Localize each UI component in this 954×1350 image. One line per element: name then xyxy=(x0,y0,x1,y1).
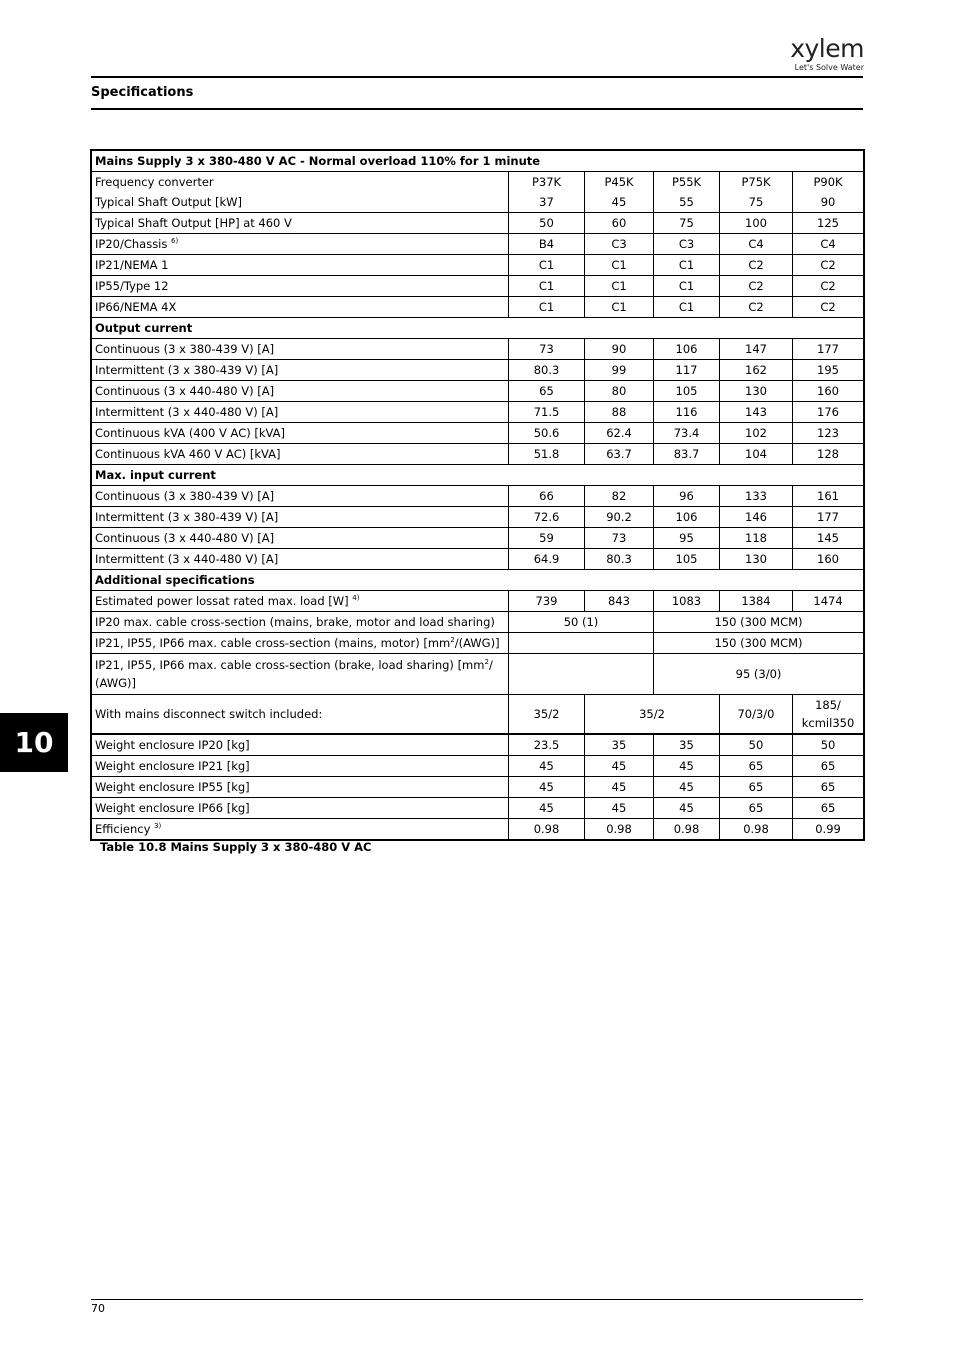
table-cell: 50 xyxy=(720,734,793,756)
table-row xyxy=(92,402,864,423)
table-row xyxy=(92,756,864,777)
table-cell: C1 xyxy=(585,297,654,318)
row-label xyxy=(92,654,509,695)
row-label-text: IP20/Chassis xyxy=(95,237,168,251)
table-cell: 739 xyxy=(509,591,585,612)
footnote-marker: 3) xyxy=(154,822,162,831)
table-cell: 177 xyxy=(793,507,864,528)
table-cell: 1384 xyxy=(720,591,793,612)
table-cell: C1 xyxy=(509,297,585,318)
table-row xyxy=(92,734,864,756)
table-cell: 90 xyxy=(793,192,864,213)
table-row xyxy=(92,444,864,465)
row-label xyxy=(92,234,509,255)
table-cell: 100 xyxy=(720,213,793,234)
table-row xyxy=(92,549,864,570)
row-label: Continuous kVA (400 V AC) [kVA] xyxy=(92,423,509,444)
table-cell: 1474 xyxy=(793,591,864,612)
table-cell: 162 xyxy=(720,360,793,381)
section-title: Specifications xyxy=(91,85,194,100)
table-cell: 105 xyxy=(654,381,720,402)
table-cell: 116 xyxy=(654,402,720,423)
section-row xyxy=(92,465,864,486)
row-label xyxy=(92,819,509,840)
table-row xyxy=(92,234,864,255)
section-heading: Max. input current xyxy=(92,465,864,486)
table-cell: 45 xyxy=(585,192,654,213)
table-cell: 45 xyxy=(585,756,654,777)
table-cell: 105 xyxy=(654,549,720,570)
row-label: IP55/Type 12 xyxy=(92,276,509,297)
table-cell: 62.4 xyxy=(585,423,654,444)
table-cell: 130 xyxy=(720,549,793,570)
table-cell: C4 xyxy=(720,234,793,255)
table-row xyxy=(92,172,864,193)
model-header: P45K xyxy=(585,172,654,193)
table-cell: 65 xyxy=(793,798,864,819)
table-row xyxy=(92,507,864,528)
table-cell: 73 xyxy=(509,339,585,360)
table-title-row xyxy=(92,151,864,172)
table-row xyxy=(92,276,864,297)
table-cell: 82 xyxy=(585,486,654,507)
table-cell: 65 xyxy=(720,756,793,777)
table-cell: 59 xyxy=(509,528,585,549)
row-label: Intermittent (3 x 440-480 V) [A] xyxy=(92,402,509,423)
row-label: Continuous kVA 460 V AC) [kVA] xyxy=(92,444,509,465)
table-cell: 102 xyxy=(720,423,793,444)
table-cell: 45 xyxy=(509,777,585,798)
table-cell: 65 xyxy=(793,777,864,798)
row-label-text: Estimated power lossat rated max. load [W] xyxy=(95,594,349,608)
footnote-marker: 6) xyxy=(171,237,179,246)
table-cell: C2 xyxy=(720,255,793,276)
table-cell: 50.6 xyxy=(509,423,585,444)
table-cell: 1083 xyxy=(654,591,720,612)
table-cell: 0.99 xyxy=(793,819,864,840)
section-heading: Additional specifications xyxy=(92,570,864,591)
table-row xyxy=(92,798,864,819)
row-label: Weight enclosure IP55 [kg] xyxy=(92,777,509,798)
table-row xyxy=(92,192,864,213)
table-cell: C1 xyxy=(654,297,720,318)
row-label: IP66/NEMA 4X xyxy=(92,297,509,318)
table-cell: 66 xyxy=(509,486,585,507)
table-cell: C1 xyxy=(585,276,654,297)
table-cell: C2 xyxy=(793,255,864,276)
table-cell: C1 xyxy=(509,276,585,297)
table-cell: 145 xyxy=(793,528,864,549)
table-cell: 51.8 xyxy=(509,444,585,465)
table-cell: 45 xyxy=(654,777,720,798)
table-cell: C2 xyxy=(720,297,793,318)
table-cell: 45 xyxy=(509,756,585,777)
table-row xyxy=(92,339,864,360)
table-cell: 83.7 xyxy=(654,444,720,465)
table-cell: 45 xyxy=(654,798,720,819)
table-cell: 35 xyxy=(654,734,720,756)
table-cell: 50 (1) xyxy=(509,612,654,633)
table-row xyxy=(92,612,864,633)
table-cell: 65 xyxy=(793,756,864,777)
superscript: 2 xyxy=(484,658,489,667)
table-cell: 80 xyxy=(585,381,654,402)
row-label: Intermittent (3 x 440-480 V) [A] xyxy=(92,549,509,570)
table-row xyxy=(92,486,864,507)
table-cell: 37 xyxy=(509,192,585,213)
table-cell: 95 xyxy=(654,528,720,549)
table-cell: 35/2 xyxy=(509,695,585,735)
table-cell: C4 xyxy=(793,234,864,255)
table-cell: 65 xyxy=(720,798,793,819)
table-cell: 80.3 xyxy=(585,549,654,570)
table-row xyxy=(92,591,864,612)
table-cell: C1 xyxy=(654,255,720,276)
table-cell: 160 xyxy=(793,549,864,570)
table-cell: 0.98 xyxy=(654,819,720,840)
model-header: P75K xyxy=(720,172,793,193)
table-caption: Table 10.8 Mains Supply 3 x 380-480 V AC xyxy=(100,840,372,854)
table-cell: 150 (300 MCM) xyxy=(654,633,864,654)
table-cell: 117 xyxy=(654,360,720,381)
table-cell: 843 xyxy=(585,591,654,612)
row-label: Intermittent (3 x 380-439 V) [A] xyxy=(92,360,509,381)
row-label: With mains disconnect switch included: xyxy=(92,695,509,735)
table-row xyxy=(92,381,864,402)
row-label: Typical Shaft Output [HP] at 460 V xyxy=(92,213,509,234)
table-cell: 160 xyxy=(793,381,864,402)
table-cell: 45 xyxy=(509,798,585,819)
table-cell: 104 xyxy=(720,444,793,465)
table-cell: 88 xyxy=(585,402,654,423)
table-row xyxy=(92,528,864,549)
table-cell: C1 xyxy=(585,255,654,276)
row-label: Continuous (3 x 380-439 V) [A] xyxy=(92,339,509,360)
model-header: P37K xyxy=(509,172,585,193)
table-cell: 70/3/0 xyxy=(720,695,793,735)
section-heading: Output current xyxy=(92,318,864,339)
footnote-marker: 4) xyxy=(352,594,360,603)
logo-tagline: Let's Solve Water xyxy=(794,63,864,72)
table-cell: 60 xyxy=(585,213,654,234)
header-rule-top xyxy=(91,76,863,78)
logo-wordmark: xylem xyxy=(790,34,864,63)
table-cell: 50 xyxy=(509,213,585,234)
table-cell: 128 xyxy=(793,444,864,465)
row-label xyxy=(92,633,509,654)
table-cell: 130 xyxy=(720,381,793,402)
table-cell: 176 xyxy=(793,402,864,423)
table-cell: 146 xyxy=(720,507,793,528)
table-cell: 80.3 xyxy=(509,360,585,381)
table-cell: 177 xyxy=(793,339,864,360)
table-cell: 35/2 xyxy=(585,695,720,735)
table-cell: 55 xyxy=(654,192,720,213)
table-cell: 106 xyxy=(654,507,720,528)
table-cell: 71.5 xyxy=(509,402,585,423)
table-cell: 147 xyxy=(720,339,793,360)
table-title: Mains Supply 3 x 380-480 V AC - Normal overload 110% for 1 minute xyxy=(92,151,864,172)
table-cell: 185/ kcmil350 xyxy=(793,695,864,735)
header-rule-bottom xyxy=(91,108,863,110)
table-cell: 73.4 xyxy=(654,423,720,444)
table-row xyxy=(92,633,864,654)
section-row xyxy=(92,318,864,339)
table-cell: 72.6 xyxy=(509,507,585,528)
table-cell: 90.2 xyxy=(585,507,654,528)
row-label: Continuous (3 x 380-439 V) [A] xyxy=(92,486,509,507)
row-label-text: IP21, IP55, IP66 max. cable cross-section (brake, load sharing) [mm xyxy=(95,658,485,672)
row-label: Continuous (3 x 440-480 V) [A] xyxy=(92,381,509,402)
table-cell: 133 xyxy=(720,486,793,507)
table-row xyxy=(92,423,864,444)
table-cell: C2 xyxy=(720,276,793,297)
superscript: 2 xyxy=(450,636,455,645)
chapter-tab: 10 xyxy=(0,713,68,772)
page-number: 70 xyxy=(91,1302,105,1315)
table-cell: 118 xyxy=(720,528,793,549)
table-cell xyxy=(509,654,654,695)
row-label: Weight enclosure IP66 [kg] xyxy=(92,798,509,819)
row-label: Weight enclosure IP21 [kg] xyxy=(92,756,509,777)
table-row xyxy=(92,654,864,695)
table-row xyxy=(92,297,864,318)
table-cell: 45 xyxy=(585,777,654,798)
table-cell: 64.9 xyxy=(509,549,585,570)
table-cell: 106 xyxy=(654,339,720,360)
row-label: IP20 max. cable cross-section (mains, brake, motor and load sharing) xyxy=(92,612,509,633)
table-cell: C3 xyxy=(654,234,720,255)
row-label: Frequency converter xyxy=(92,172,509,193)
table-cell: 75 xyxy=(654,213,720,234)
xylem-logo xyxy=(790,36,864,72)
table-cell: 63.7 xyxy=(585,444,654,465)
row-label: IP21/NEMA 1 xyxy=(92,255,509,276)
table-row xyxy=(92,213,864,234)
row-label: Weight enclosure IP20 [kg] xyxy=(92,734,509,756)
row-label: Continuous (3 x 440-480 V) [A] xyxy=(92,528,509,549)
table-cell: 65 xyxy=(509,381,585,402)
table-cell: 96 xyxy=(654,486,720,507)
table-row xyxy=(92,777,864,798)
table-cell xyxy=(509,633,654,654)
table-cell: 125 xyxy=(793,213,864,234)
table-row xyxy=(92,695,864,735)
table-cell: 150 (300 MCM) xyxy=(654,612,864,633)
table-cell: C3 xyxy=(585,234,654,255)
table-cell: 23.5 xyxy=(509,734,585,756)
table-cell: 75 xyxy=(720,192,793,213)
table-row xyxy=(92,360,864,381)
table-cell: 45 xyxy=(654,756,720,777)
table-cell: 195 xyxy=(793,360,864,381)
table-cell: 123 xyxy=(793,423,864,444)
table-cell: 0.98 xyxy=(720,819,793,840)
table-cell: C1 xyxy=(654,276,720,297)
table-cell: 35 xyxy=(585,734,654,756)
row-label-text: IP21, IP55, IP66 max. cable cross-section (mains, motor) [mm xyxy=(95,636,451,650)
table-cell: 95 (3/0) xyxy=(654,654,864,695)
table-cell: C1 xyxy=(509,255,585,276)
table-cell: 0.98 xyxy=(509,819,585,840)
table-cell: C2 xyxy=(793,276,864,297)
row-label xyxy=(92,591,509,612)
model-header: P55K xyxy=(654,172,720,193)
row-label-text: / (AWG)] xyxy=(95,658,493,690)
table-cell: 45 xyxy=(585,798,654,819)
table-cell: C2 xyxy=(793,297,864,318)
table-cell: B4 xyxy=(509,234,585,255)
footer-rule xyxy=(91,1299,863,1300)
table-cell: 90 xyxy=(585,339,654,360)
table-row xyxy=(92,255,864,276)
row-label: Typical Shaft Output [kW] xyxy=(92,192,509,213)
table-cell: 73 xyxy=(585,528,654,549)
row-label-text: Efficiency xyxy=(95,822,151,836)
table-row xyxy=(92,819,864,840)
model-header: P90K xyxy=(793,172,864,193)
table-cell: 65 xyxy=(720,777,793,798)
table-cell: 0.98 xyxy=(585,819,654,840)
table-cell: 99 xyxy=(585,360,654,381)
section-row xyxy=(92,570,864,591)
mains-supply-table xyxy=(91,150,864,840)
table-cell: 161 xyxy=(793,486,864,507)
table-cell: 50 xyxy=(793,734,864,756)
row-label: Intermittent (3 x 380-439 V) [A] xyxy=(92,507,509,528)
table-cell: 143 xyxy=(720,402,793,423)
row-label-text: /(AWG)] xyxy=(454,636,500,650)
